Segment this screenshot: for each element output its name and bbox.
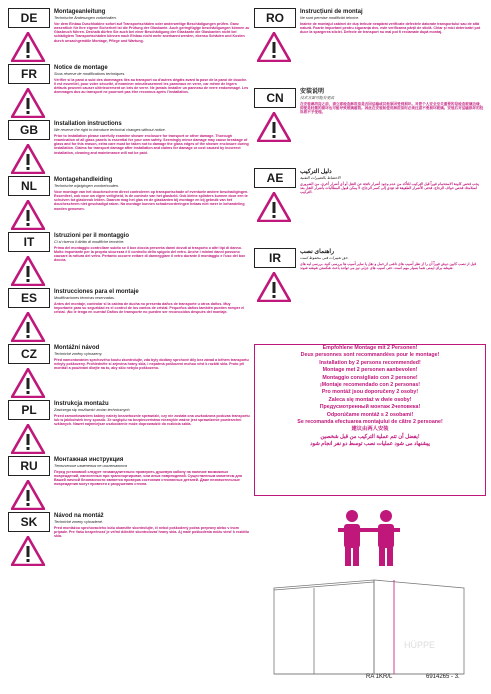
section-text: Pred montážou sprchovacieho kútu okamžite skontrolujte, či nebol poškodený počas prepravy alebo v inom prípade. Pre Vašu bezpečnosť je veľmi dôležité skontrolovať hrany skla. Aj malé poškodenia môžu viesť k rozbitiu skla. bbox=[54, 525, 249, 539]
section-text: يجب فحص كابينة الاستحمام فوراً قبل التركيب للتأكد من عدم وجود أضرار ناتجة عن النقل أو أي أضرار أخرى. من الضروري لسلامتك فحص حواف الزجاج، فحتى الأضرار الطفيفة قد تؤدي إلى كسر الزجاج. لا يمكن قبول المطالبات بأضرار النقل بعد التركيب. bbox=[300, 181, 479, 195]
warning-icon bbox=[11, 368, 45, 398]
section-body bbox=[54, 120, 250, 156]
right-column bbox=[254, 8, 484, 650]
section-body bbox=[54, 344, 250, 371]
language-code: ES bbox=[8, 288, 50, 308]
section-subtitle: We reserve the right to introduce technical changes without notice. bbox=[54, 128, 166, 132]
section-body bbox=[300, 168, 484, 195]
two-person-notice bbox=[254, 344, 486, 496]
section-title: Montageanleitung bbox=[54, 9, 106, 15]
section-subtitle: Zastrzega się możliwość zmian technicznych. bbox=[54, 408, 131, 412]
section-cn bbox=[254, 88, 484, 168]
notice-line: پیشنهاد می شود عملیات نصب توسط دو نفر انجام شود bbox=[310, 441, 430, 448]
section-subtitle: 技术方面可能有更改 bbox=[300, 96, 335, 100]
notice-line: Pro montáž jsou doporučeny 2 osoby! bbox=[321, 389, 419, 396]
section-subtitle: الاحتفاظ بالتغييرات التقنية bbox=[300, 176, 341, 180]
section-text: Voor montage van het douchescherm direct controleren op transportschade of eventuele andere beschadigingen. Essentieel, ook voor uw eigen veiligheid, is de controle van het glasbeld. Ook kleine splinters kunnen door een te schuiven tot glasbreuk leiden. Daarom mag het glas en de glaskanten bij montage en bij gebruik van het douchescherm niet geschadigd raken. Na montage kunnen schadevorderingen helaas niet meer in behandeling worden genomen. bbox=[54, 189, 249, 211]
language-code: DE bbox=[8, 8, 50, 28]
section-pl bbox=[8, 400, 250, 456]
section-body bbox=[300, 8, 484, 35]
section-title: راهنمای نصب bbox=[300, 249, 334, 255]
notice-line: Montaggio consigliato con 2 persone! bbox=[322, 374, 418, 381]
installation-illustration bbox=[254, 498, 484, 678]
notice-line: 建议由两人安装 bbox=[351, 426, 389, 433]
section-title: 安装说明 bbox=[300, 89, 325, 95]
section-text: Vor dem Einbau Duschkabine sofort auf Transportschäden oder anderweitige Beschädigungen prüfen. Ganz wesentlich für Ihre eigene Sicherheit ist die Prüfung der Glaskante. Auch geringfügige beschädigungen können zu Glasbruch führen. Deshalb dürfen Sie auch bei einer Beschädigung der Glaskante die Glaskanten nicht bei schädigtem Transportschäden können nach Einbau nicht mehr anerkannt werden, ebenso Schäden und Kosten durch unsachgemäße Montage, Pflege und Wartung. bbox=[54, 21, 250, 43]
reference-code: RA 1KR/L bbox=[366, 674, 393, 680]
notice-line: Se recomanda efectuarea montajului de către 2 persoane! bbox=[297, 419, 443, 426]
section-ae bbox=[254, 168, 484, 248]
section-text: Inainte de montajul cabinei de duș trebuie neapărat verificate defectele datorate transportului sau de altă natură. Foarte important pentru siguranța dvs. este verificarea părții de sticlă. Chiar și mici deteriorări pot duce la spargerea sticlei. Defecte de transport nu mai pot fi reclamate după montaj. bbox=[300, 21, 481, 35]
section-title: دليل التركيب bbox=[300, 169, 332, 175]
section-text: Vérifier si la paroi a subi des dommages liés au transport ou d'autres dégâts avant la pose de la paroi de douche. Il est essentiel, pour votre sécurité, d'examiner minutieusement les panneaux en verre, car même de légers défauts peuvent causer ultérieurement un bris de verre. Ne jamais installer un panneau de verre endommagé. Les dommages dus au transport ne pourront pas être reconnus après l'installation. bbox=[54, 77, 249, 95]
warning-icon bbox=[11, 88, 45, 118]
language-code: IT bbox=[8, 232, 50, 252]
notice-line: Empfohlene Montage mit 2 Personen! bbox=[322, 345, 418, 351]
section-title: Návod na montáž bbox=[54, 513, 104, 519]
language-code: RU bbox=[8, 456, 50, 476]
section-subtitle: Modificaciones técnicas reservadas. bbox=[54, 296, 115, 300]
section-body bbox=[54, 512, 250, 539]
section-it bbox=[8, 232, 250, 288]
watermark: HÜPPE bbox=[404, 640, 436, 650]
section-body bbox=[54, 8, 250, 44]
section-subtitle: Технические изменения не исключаются bbox=[54, 464, 128, 468]
language-code: SK bbox=[8, 512, 50, 532]
notice-line: ¡Montaje recomendado con 2 personas! bbox=[319, 382, 421, 389]
warning-icon bbox=[11, 144, 45, 174]
section-gb bbox=[8, 120, 250, 176]
section-title: Montagehandleiding bbox=[54, 177, 113, 183]
section-sk bbox=[8, 512, 250, 568]
section-subtitle: Technische Änderungen vorbehalten. bbox=[54, 16, 117, 20]
shower-sketch bbox=[274, 580, 464, 674]
section-text: Před namontováním sprchového koutu zkontrolujte, zda byly dodány sprchové díly bez závad a během transportu nebyly poškozeny. Prohlédněte si zejména hrany skla, i nepatrná poškození mohou vést k rozbití skla. Proto při montáži a používání dbejte na to, aby sklo nebylo poškozeno. bbox=[54, 357, 249, 371]
section-title: Instrucțiuni de montaj bbox=[300, 9, 363, 15]
section-body bbox=[300, 248, 484, 271]
language-code: FR bbox=[8, 64, 50, 84]
section-body bbox=[300, 88, 484, 115]
section-title: Монтажная инструкция bbox=[54, 457, 124, 463]
warning-icon bbox=[11, 536, 45, 566]
two-persons-icon bbox=[338, 510, 400, 566]
language-code: CN bbox=[254, 88, 296, 108]
notice-line: يفضل أن تتم عملية التركيب من قبل شخصين! bbox=[320, 433, 420, 440]
section-text: Antes del montaje, controlar si la cabina de ducha no presenta daños de transporte u otros daños. Muy importante para su seguridad es el control de los cantos de cristal. Pequeños daños también pueden romper el cristal. ¡No le tenga en cuenta! Daños de transporte no pueden ser reconocidos después del montaje. bbox=[54, 301, 245, 315]
section-subtitle: Ci si riserva il diritto di modifiche tecniche. bbox=[54, 240, 125, 244]
section-subtitle: Technické zmeny vyhradené. bbox=[54, 520, 104, 524]
section-subtitle: حق تغییرات فنی محفوظ است. bbox=[300, 256, 349, 260]
notice-line: Installation by 2 persons recommended! bbox=[319, 359, 421, 366]
section-text: Перед установкой следует незамедлительно проверить душевую кабину на наличие возможных повреждений, нанесенных при транспортировке, или иных повреждений. Существенным моментом для Вашей личной безопасности является проверка состояния стеклянных деталей. Даже незначительные повреждения могут привести к разрушению стекла. bbox=[54, 469, 243, 487]
section-body bbox=[54, 456, 250, 488]
section-subtitle: Sous réserve de modifications techniques. bbox=[54, 72, 126, 76]
section-body bbox=[54, 232, 250, 264]
section-body bbox=[54, 288, 250, 315]
section-subtitle: Technické změny vyhrazeny. bbox=[54, 352, 103, 356]
section-ir bbox=[254, 248, 484, 328]
notice-line: Zaleca się montaż w dwie osoby! bbox=[328, 396, 412, 403]
notice-line: Odporúčame montáž s 2 osobami! bbox=[326, 411, 414, 418]
section-title: Montážní návod bbox=[54, 345, 100, 351]
language-code: PL bbox=[8, 400, 50, 420]
section-title: Instrukcja montażu bbox=[54, 401, 109, 407]
warning-icon bbox=[11, 424, 45, 454]
warning-icon bbox=[11, 312, 45, 342]
language-code: IR bbox=[254, 248, 296, 268]
section-title: Notice de montage bbox=[54, 65, 108, 71]
section-title: Instrucciones para el montaje bbox=[54, 289, 139, 295]
warning-icon bbox=[257, 192, 291, 222]
document-number: 6914265 - 3. bbox=[426, 674, 460, 680]
section-subtitle: Technische wijzigingen voorbehouden. bbox=[54, 184, 120, 188]
notice-line: Предусмотренный монтаж 2чеповека! bbox=[319, 404, 421, 411]
language-code: RO bbox=[254, 8, 296, 28]
section-nl bbox=[8, 176, 250, 232]
section-text: قبل از نصب کابین دوش فوراً آن را از نظر آسیب های ناشی از حمل و نقل یا سایر آسیب ها بررسی کنید. بررسی لبه های شیشه برای ایمنی شما بسیار مهم است. حتی آسیب های جزئی نیز می توانند باعث شکستن شیشه شوند. bbox=[300, 261, 477, 270]
section-ru bbox=[8, 456, 250, 512]
warning-icon bbox=[11, 200, 45, 230]
warning-icon bbox=[11, 480, 45, 510]
section-body bbox=[54, 64, 250, 96]
section-fr bbox=[8, 64, 250, 120]
section-text: Przed zamontowaniem kabiny należy bezzwłocznie sprawdzić, czy nie została ona uszkodzona podczas transportu lub w jakikolwiek inny sposób. Ze względu na bezpieczeństwo niezwykle ważne jest sprawdzenie powierzchni szklanych. Nawet najmniejsze uszkodzenie może doprowadzić do rozbicia szkła. bbox=[54, 413, 250, 427]
warning-icon bbox=[11, 256, 45, 286]
section-text: Prior to installation please carefully examine shower enclosure for transport or other damage. Thorough examination of all glass panels is essential for your own safety. Seemingly minor damage may cause breakage of glass and for this reason, extra care must be taken not to damage the glass edges of the shower enclosure during installation. Claims for transport damage after installation and claims for damage or cost caused by incorrect installation, cleaning and maintenance will not be paid. bbox=[54, 133, 249, 155]
section-subtitle: Ne sunt permise modificări tehnice. bbox=[300, 16, 360, 20]
warning-icon bbox=[257, 272, 291, 302]
section-de bbox=[8, 8, 250, 64]
language-code: CZ bbox=[8, 344, 50, 364]
section-es bbox=[8, 288, 250, 344]
left-column bbox=[8, 8, 250, 568]
warning-icon bbox=[11, 32, 45, 62]
warning-icon bbox=[257, 112, 291, 142]
section-cz bbox=[8, 344, 250, 400]
section-ro bbox=[254, 8, 484, 88]
warning-icon bbox=[257, 32, 291, 62]
section-title: Installation instructions bbox=[54, 121, 122, 127]
language-code: AE bbox=[254, 168, 296, 188]
language-code: NL bbox=[8, 176, 50, 196]
section-text: 在安装淋浴房之前，请立即检查淋浴房是否因运输或其他原因受到损坏。对您个人安全至关重要的是检查玻璃边缘，即使是轻微的损坏也可能导致玻璃破裂。因此在安装和使用淋浴房时必须注意不要损坏玻璃。安装后对运输损坏的投诉将不予受理。 bbox=[300, 101, 484, 115]
language-code: GB bbox=[8, 120, 50, 140]
section-body bbox=[54, 176, 250, 212]
notice-line: Montage met 2 personen aanbevolen! bbox=[322, 367, 418, 374]
section-title: Istruzioni per il montaggio bbox=[54, 233, 129, 239]
notice-line: Deux personnes sont recommandées pour le montage! bbox=[300, 352, 440, 359]
section-text: Prima del montaggio controllare subito se il box doccia presenta danni dovuti al trasporto o altri tipi di danno. Molto importante per la propria sicurezza è il controllo dello spigolo del vetro. Anche i minimi danni possono causare la rottura del vetro. Pertanto occorre evitare di danneggiare il vetro durante il montaggio e l'uso del box doccia. bbox=[54, 245, 246, 263]
section-body bbox=[54, 400, 250, 427]
